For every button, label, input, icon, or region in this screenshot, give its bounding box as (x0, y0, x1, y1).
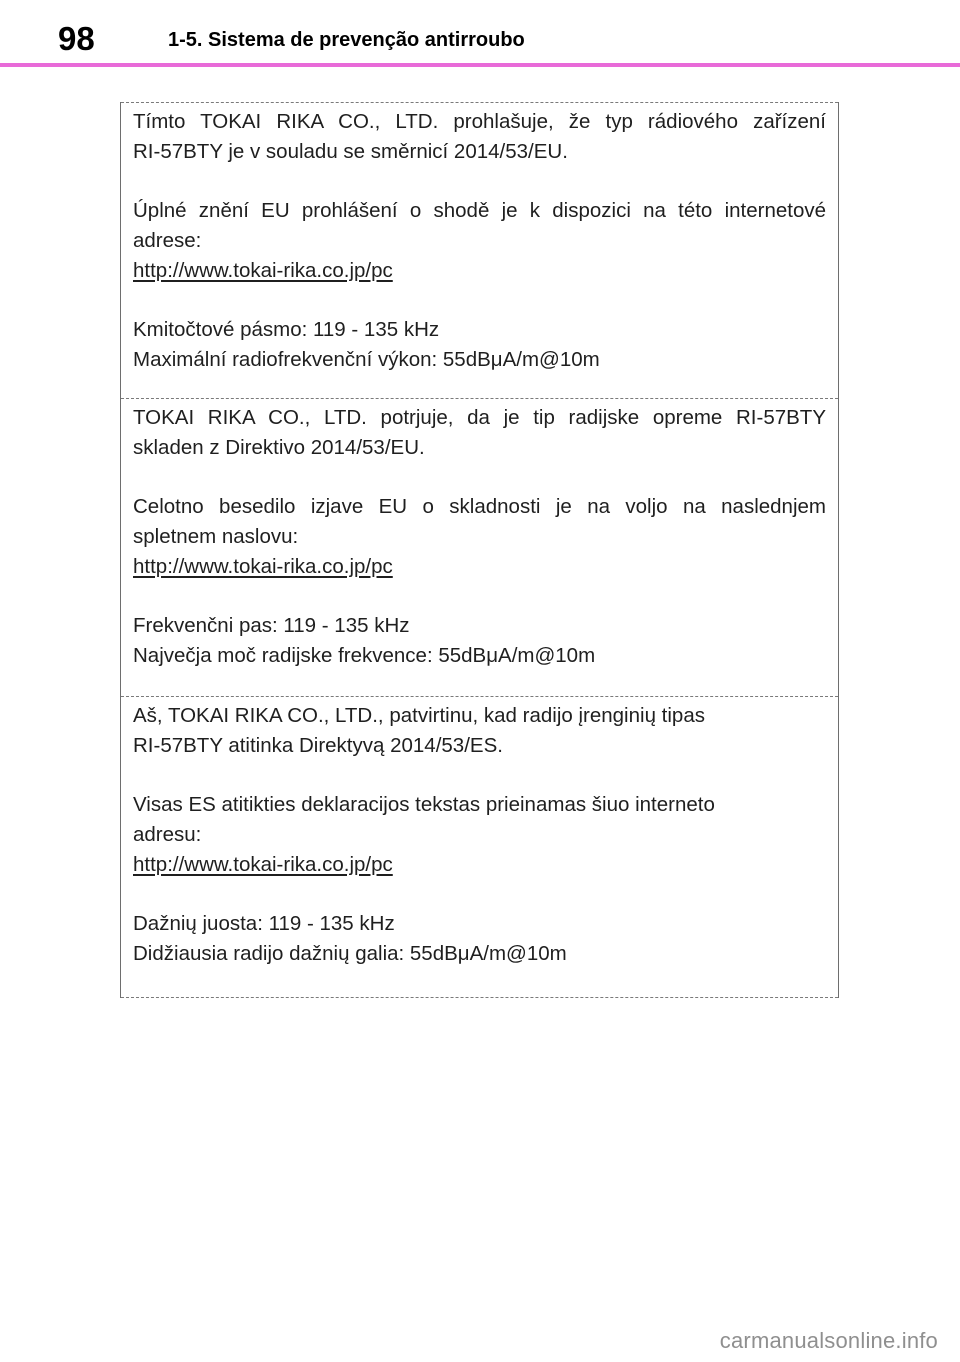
spacer (133, 286, 826, 315)
declaration-lithuanian (121, 696, 838, 998)
spacer (133, 880, 826, 909)
spacer (133, 167, 826, 196)
statement-line-2: RI-57BTY je v souladu se směrnicí 2014/53/EU. (133, 140, 568, 163)
max-power: Didžiausia radijo dažnių galia: 55dBμA/m@10m (133, 942, 567, 965)
declaration-url-link[interactable]: http://www.tokai-rika.co.jp/pc (133, 853, 393, 876)
availability-line-1: Úplné znění EU prohlášení o shodě je k dispozici na této internetové (133, 199, 826, 222)
declaration-url-link[interactable]: http://www.tokai-rika.co.jp/pc (133, 555, 393, 578)
section-title: 1-5. Sistema de prevenção antirroubo (168, 29, 525, 51)
availability-line-1: Celotno besedilo izjave EU o skladnosti je na voljo na naslednjem (133, 495, 826, 518)
page-number: 98 (58, 20, 95, 57)
max-power: Maximální radiofrekvenční výkon: 55dBμA/m@10m (133, 348, 600, 371)
statement-line-1: Tímto TOKAI RIKA CO., LTD. prohlašuje, že typ rádiového zařízení (133, 110, 826, 133)
header-rule (0, 63, 960, 67)
spacer (133, 463, 826, 492)
spacer (133, 761, 826, 790)
availability-line-1: Visas ES atitikties deklaracijos tekstas prieinamas šiuo interneto (133, 793, 715, 816)
frequency-band: Frekvenčni pas: 119 - 135 kHz (133, 614, 410, 637)
spacer (133, 582, 826, 611)
declaration-czech (121, 102, 838, 398)
declaration-slovenian (121, 398, 838, 696)
availability-line-2: adrese: (133, 229, 202, 252)
statement-line-1: Aš, TOKAI RIKA CO., LTD., patvirtinu, kad radijo įrenginių tipas (133, 704, 705, 727)
statement-line-2: RI-57BTY atitinka Direktyvą 2014/53/ES. (133, 734, 503, 757)
statement-line-2: skladen z Direktivo 2014/53/EU. (133, 436, 425, 459)
declaration-box (120, 102, 839, 998)
declaration-url-link[interactable]: http://www.tokai-rika.co.jp/pc (133, 259, 393, 282)
availability-line-2: spletnem naslovu: (133, 525, 299, 548)
frequency-band: Dažnių juosta: 119 - 135 kHz (133, 912, 395, 935)
max-power: Največja moč radijske frekvence: 55dBμA/m@10m (133, 644, 596, 667)
statement-line-1: TOKAI RIKA CO., LTD. potrjuje, da je tip radijske opreme RI-57BTY (133, 406, 826, 429)
watermark: carmanualsonline.info (719, 1328, 938, 1353)
page-header (0, 0, 960, 68)
frequency-band: Kmitočtové pásmo: 119 - 135 kHz (133, 318, 440, 341)
availability-line-2: adresu: (133, 823, 202, 846)
